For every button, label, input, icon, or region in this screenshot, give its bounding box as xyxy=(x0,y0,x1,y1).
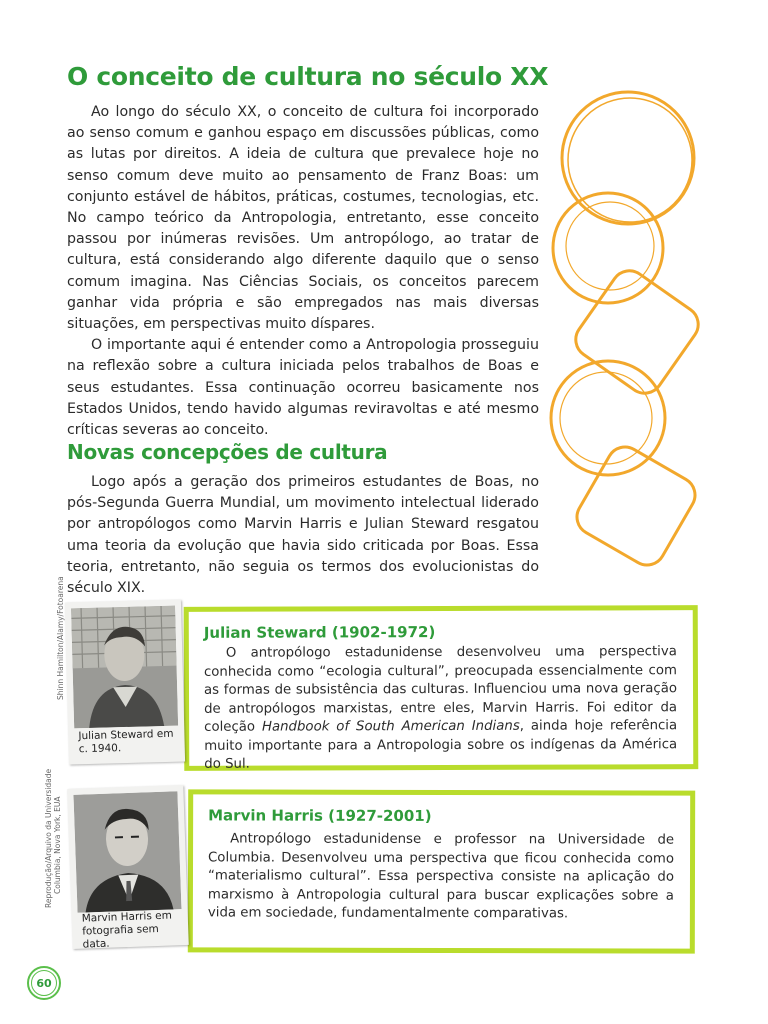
paragraph: O importante aqui é entender como a Antropologia prosseguiu na reflexão sobre a cultura iniciada pelos trabalhos de Boas e seus estudantes. Essa continuação ocorreu basicamente nos Estados Unidos, tendo havido algumas reviravoltas e até mesmo críticas severas ao conceito. xyxy=(67,337,539,439)
paragraph: Logo após a geração dos primeiros estudantes de Boas, no pós-Segunda Guerra Mundial, um movimento intelectual liderado por antropólogos como Marvin Harris e Julian Steward resgatou uma teoria da evolução que havia sido criticada por Boas. Essa teoria, entretanto, não seguia os termos dos evolucionistas do século XIX. xyxy=(67,474,539,597)
decorative-shapes-icon xyxy=(548,88,708,568)
section1-body xyxy=(67,102,539,441)
bio-text: O antropólogo estadunidense desenvolveu uma perspectiva conhecida como “ecologia cultural”, preocupada essencialmente com as formas de subsistência das culturas. Influenciou uma nova geração de antropólogos marxistas, entre eles, Marvin Harris. Foi editor da coleção Handbook of South American Indians, ainda hoje referência muito importante para a Antropologia sobre os indígenas da América do Sul. xyxy=(203,644,678,772)
page-number: 60 xyxy=(31,970,57,996)
bio-box-marvin-harris xyxy=(188,789,695,953)
photo-credit: Columbia, Nova York, EUA xyxy=(53,796,62,894)
bio-box-julian-steward xyxy=(184,605,699,771)
photo-caption: Marvin Harris em fotografia sem data. xyxy=(81,909,173,951)
bio-text: Antropólogo estadunidense e professor na Universidade de Columbia. Desenvolveu uma perspectiva que ficou conhecida como “materialismo cultural”. Essa perspectiva consiste na aplicação do marxismo à Antropologia cultural para buscar explicações sobre a vida em sociedade, fundamentalmente comparativas. xyxy=(207,831,675,922)
bio-title: Julian Steward (1902-1972) xyxy=(203,623,436,642)
photo-marvin-harris xyxy=(67,785,189,949)
section-heading: Novas concepções de cultura xyxy=(67,440,388,464)
portrait-icon xyxy=(71,606,178,729)
bio-title: Marvin Harris (1927-2001) xyxy=(208,806,432,825)
paragraph: Ao longo do século XX, o conceito de cultura foi incorporado ao senso comum e ganhou espaço em discussões públicas, como as lutas por direitos. A ideia de cultura que prevalece hoje no senso comum deve muito ao pensamento de Franz Boas: um conjunto estável de hábitos, práticas, costumes, tecnologias, etc. No campo teórico da Antropologia, entretanto, esse conceito passou por inúmeras revisões. Um antropólogo, ao tratar de cultura, está considerando algo diferente daquilo que o senso comum imagina. Nas Ciências Sociais, os conceitos parecem ganhar vida própria e são empregados nas mais diversas situações, em perspectivas muito díspares. xyxy=(67,104,539,333)
photo-julian-steward xyxy=(65,600,185,765)
section2-body xyxy=(67,472,539,599)
page-number-badge xyxy=(27,966,61,1000)
photo-caption: Julian Steward em c. 1940. xyxy=(78,727,174,756)
photo-credit: Reprodução/Arquivo da Universidade xyxy=(44,768,53,908)
photo-credit: Shinn Hamilton/Alamy/Fotoarena xyxy=(56,576,65,700)
portrait-icon xyxy=(73,791,181,913)
page-title: O conceito de cultura no século XX xyxy=(67,62,549,91)
